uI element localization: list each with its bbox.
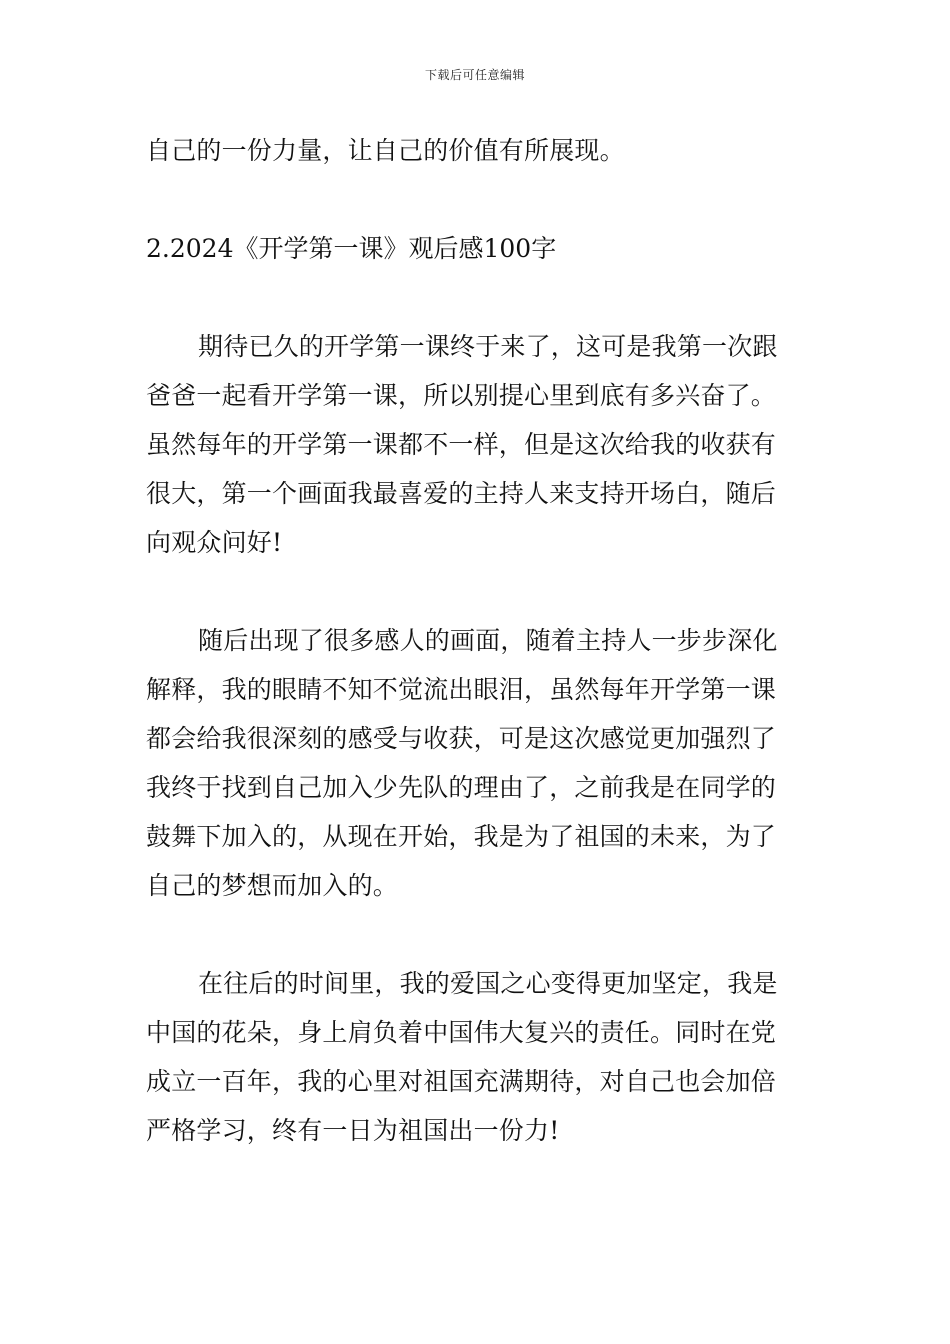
paragraph-3 [146, 959, 806, 1155]
paragraph-gap [146, 175, 806, 224]
paragraph-line: 爸爸一起看开学第一课，所以别提心里到底有多兴奋了。 [146, 381, 777, 410]
paragraph-line: 严格学习，终有一日为祖国出一份力! [146, 1116, 560, 1145]
paragraph-line: 期待已久的开学第一课终于来了，这可是我第一次跟 [198, 332, 778, 361]
paragraph-gap [146, 910, 806, 959]
document-body [146, 126, 806, 1155]
paragraph-line: 都会给我很深刻的感受与收获，可是这次感觉更加强烈了 [146, 724, 777, 753]
page-header-note: 下载后可任意编辑 [424, 68, 525, 82]
paragraph-line: 很大，第一个画面我最喜爱的主持人来支持开场白，随后 [146, 479, 777, 508]
paragraph-1 [146, 322, 806, 567]
paragraph-line: 我终于找到自己加入少先队的理由了，之前我是在同学的 [146, 773, 777, 802]
paragraph-line: 中国的花朵，身上肩负着中国伟大复兴的责任。同时在党 [146, 1018, 777, 1047]
paragraph-line: 向观众问好! [146, 528, 283, 557]
paragraph-line: 随后出现了很多感人的画面，随着主持人一步步深化 [198, 626, 778, 655]
paragraph-gap [146, 273, 806, 322]
paragraph-line: 在往后的时间里，我的爱国之心变得更加坚定，我是 [198, 969, 778, 998]
paragraph-line: 自己的梦想而加入的。 [146, 871, 399, 900]
paragraph-2 [146, 616, 806, 910]
paragraph-line: 虽然每年的开学第一课都不一样，但是这次给我的收获有 [146, 430, 777, 459]
paragraph-gap [146, 567, 806, 616]
section-heading: 2.2024《开学第一课》观后感100字 [146, 234, 557, 263]
intro-line: 自己的一份力量，让自己的价值有所展现。 [146, 136, 625, 165]
paragraph-line: 成立一百年，我的心里对祖国充满期待，对自己也会加倍 [146, 1067, 777, 1096]
paragraph-line: 解释，我的眼睛不知不觉流出眼泪，虽然每年开学第一课 [146, 675, 777, 704]
paragraph-line: 鼓舞下加入的，从现在开始，我是为了祖国的未来，为了 [146, 822, 777, 851]
